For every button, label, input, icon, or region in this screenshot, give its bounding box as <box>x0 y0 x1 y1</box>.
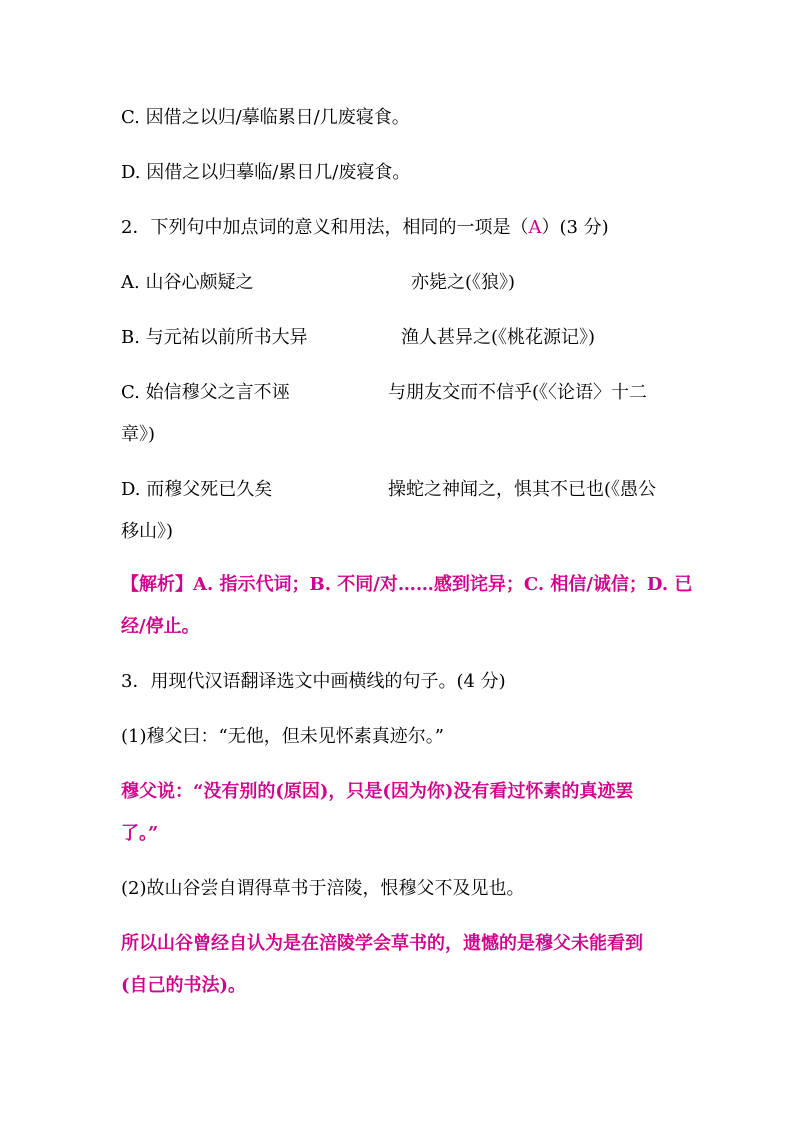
question-2-option-d-right: 操蛇之神闻之，惧其不已也(《愚公 <box>388 479 657 500</box>
option-c-text: C. 因借之以归/摹临累日/几废寝食。 <box>121 107 410 128</box>
question-3-part-1-answer-line-1: 穆父说：“没有别的(原因)，只是(因为你)没有看过怀素的真迹罢 <box>121 781 634 802</box>
analysis-line-2: 经/停止。 <box>121 616 200 637</box>
question-2-option-b-right: 渔人甚异之(《桃花源记》) <box>401 327 596 348</box>
question-2-option-d-continued: 移山》) <box>121 521 174 542</box>
question-2-option-d-left: D. 而穆父死已久矣 <box>121 479 273 500</box>
option-d-text: D. 因借之以归摹临/累日几/废寝食。 <box>121 162 411 183</box>
question-3-part-2: (2)故山谷尝自谓得草书于涪陵，恨穆父不及见也。 <box>121 878 525 899</box>
question-2-option-b-left: B. 与元祐以前所书大异 <box>121 327 308 348</box>
question-3-part-1: (1)穆父曰：“无他，但未见怀素真迹尔。” <box>121 726 444 747</box>
question-2-prefix: 2．下列句中加点词的意义和用法，相同的一项是（ <box>121 217 529 238</box>
question-2-option-a-right: 亦毙之(《狼》) <box>411 272 516 293</box>
question-2-option-c-right: 与朋友交而不信乎(《〈论语〉十二 <box>388 382 648 403</box>
question-2-option-a-left: A. 山谷心颇疑之 <box>121 272 254 293</box>
question-2-option-c-left: C. 始信穆父之言不诬 <box>121 382 290 403</box>
analysis-line-1: 【解析】A. 指示代词；B. 不同/对……感到诧异；C. 相信/诚信；D. 已 <box>121 574 693 595</box>
question-3-part-2-answer-line-1: 所以山谷曾经自认为是在涪陵学会草书的，遗憾的是穆父未能看到 <box>121 933 643 954</box>
question-2-stem <box>121 216 609 240</box>
question-3-part-1-answer-line-2: 了。” <box>121 823 159 844</box>
question-3-stem: 3．用现代汉语翻译选文中画横线的句子。(4 分) <box>121 671 506 692</box>
question-2-suffix: ）(3 分) <box>541 217 609 238</box>
question-2-answer: A <box>528 217 542 238</box>
question-3-part-2-answer-line-2: (自己的书法)。 <box>121 975 247 996</box>
question-2-option-c-continued: 章》) <box>121 424 156 445</box>
